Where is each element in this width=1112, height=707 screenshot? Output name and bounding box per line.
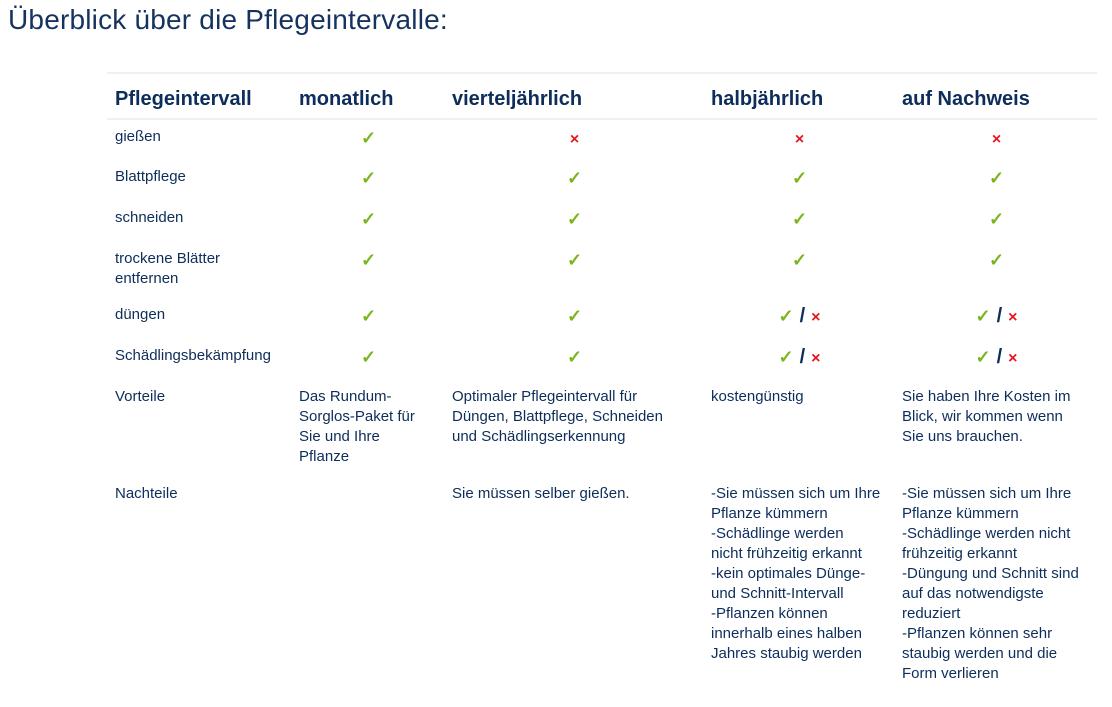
cross-icon: × [811,350,821,367]
row-label: Schädlingsbekämpfung [115,347,271,364]
check-icon: ✓ [778,306,794,326]
nachteile-text: -Sie müssen sich um Ihre Pflanze kümmern -Schädlinge werden nicht frühzeitig erkannt -kein optimales Dünge- und Schnitt-Intervall -Pflanzen können innerhalb eines halben Jahres staubig werden [711,485,881,662]
check-icon: ✓ [988,168,1005,188]
table-body [107,119,1097,684]
vorteile-text: Das Rundum- Sorglos-Paket für Sie und Ihre Pflanze [299,388,415,465]
status-cell [291,119,444,160]
check-icon: ✓ [975,347,991,367]
cross-icon: × [1008,309,1018,326]
check-icon: ✓ [975,306,991,326]
vorteile-text: Optimaler Pflegeintervall für Düngen, Blattpflege, Schneiden und Schädlingserkennung [452,388,663,445]
status-cell [894,201,1097,242]
nachteile-text [291,477,444,684]
check-icon: ✓ [988,209,1005,229]
header-auf-nachweis: auf Nachweis [902,87,1030,110]
table-row [107,298,1097,339]
cross-icon: × [811,309,821,326]
status-cell [444,201,703,242]
status-cell [703,242,894,298]
check-icon: ✓ [566,250,583,270]
row-label: Nachteile [115,485,178,502]
page-title: Überblick über die Pflegeintervalle: [8,4,448,35]
status-cell [894,160,1097,201]
status-cell [444,339,703,380]
status-cell [894,119,1097,160]
check-icon: ✓ [566,306,583,326]
check-icon: ✓ [360,250,377,270]
status-cell [444,242,703,298]
status-cell [291,298,444,339]
check-icon: ✓ [988,250,1005,270]
check-icon: ✓ [360,347,377,367]
row-label: gießen [115,128,161,145]
check-icon: ✓ [360,209,377,229]
separator-slash: / [799,346,806,368]
vorteile-row [107,380,1097,477]
check-icon: ✓ [778,347,794,367]
cross-icon: × [1008,350,1018,367]
care-interval-table-container [107,72,1097,684]
cross-icon: × [569,131,580,148]
status-cell [291,242,444,298]
table-row [107,160,1097,201]
row-label: schneiden [115,209,184,226]
separator-slash: / [996,346,1003,368]
header-pflegeintervall: Pflegeintervall [115,87,252,110]
table-row [107,119,1097,160]
status-cell [894,242,1097,298]
status-cell [703,298,894,339]
separator-slash: / [996,305,1003,327]
status-cell [291,160,444,201]
check-icon: ✓ [791,209,808,229]
check-icon: ✓ [566,168,583,188]
table-row [107,339,1097,380]
status-cell [703,160,894,201]
row-label: Blattpflege [115,168,186,185]
status-cell [444,160,703,201]
status-cell [894,298,1097,339]
row-label: Vorteile [115,388,166,405]
status-cell [894,339,1097,380]
cross-icon: × [991,131,1002,148]
header-monatlich: monatlich [299,87,394,110]
check-icon: ✓ [566,347,583,367]
status-cell [703,339,894,380]
vorteile-text: Sie haben Ihre Kosten im Blick, wir kommen wenn Sie uns brauchen. [902,388,1071,445]
check-icon: ✓ [791,168,808,188]
status-cell [444,298,703,339]
nachteile-row [107,477,1097,684]
nachteile-text: -Sie müssen sich um Ihre Pflanze kümmern -Schädlinge werden nicht frühzeitig erkannt -Düngung und Schnitt sind auf das notwendigste reduziert -Pflanzen können sehr staubig werden und die Form verlieren [902,485,1079,682]
status-cell [703,119,894,160]
status-cell [703,201,894,242]
table-row [107,242,1097,298]
status-cell [444,119,703,160]
check-icon: ✓ [360,306,377,326]
row-label: düngen [115,306,166,323]
check-icon: ✓ [566,209,583,229]
header-halbjaehrlich: halbjährlich [711,87,824,110]
check-icon: ✓ [791,250,808,270]
check-icon: ✓ [360,128,377,148]
vorteile-text: kostengünstig [711,388,804,405]
nachteile-text: Sie müssen selber gießen. [452,485,630,502]
table-row [107,201,1097,242]
status-cell [291,339,444,380]
table-header-row [107,73,1097,119]
header-vierteljaehrlich: vierteljährlich [452,87,583,110]
status-cell [291,201,444,242]
separator-slash: / [799,305,806,327]
row-label: trockene Blätter entfernen [115,250,221,287]
cross-icon: × [794,131,805,148]
check-icon: ✓ [360,168,377,188]
care-interval-table [107,72,1097,684]
